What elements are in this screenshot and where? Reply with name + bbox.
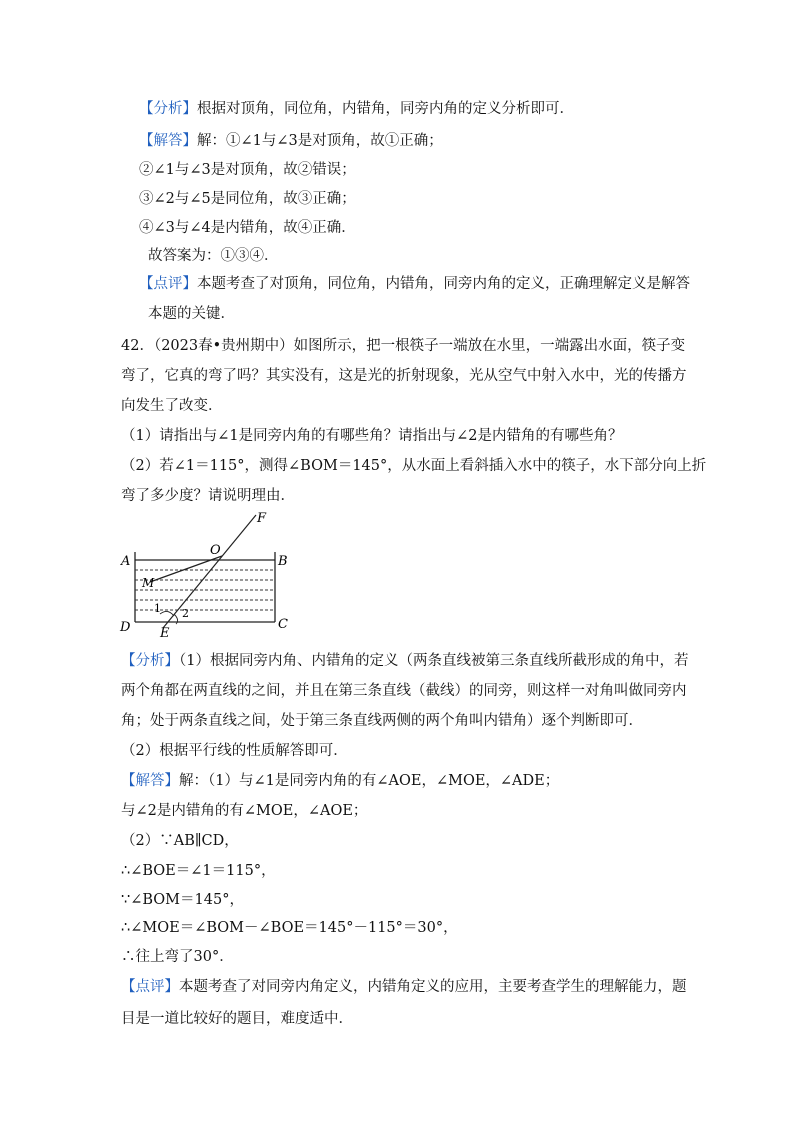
- sol42-analysis-3: 角；处于两条直线之间，处于第三条直线两侧的两个角叫内错角）逐个判断即可．: [121, 713, 643, 729]
- problem-42-line-1: 42．（2023春•贵州期中）如图所示，把一根筷子一端放在水里，一端露出水面，筷子变: [121, 338, 686, 354]
- problem-42-line-3: 向发生了改变．: [121, 398, 223, 414]
- prev-answer: 【解答】解：①∠1与∠3是对顶角，故①正确；: [139, 133, 443, 149]
- prev-comment-cont: 本题的关键．: [148, 306, 235, 322]
- analysis-tag: 【分析】: [121, 653, 179, 669]
- label-d: D: [120, 620, 131, 635]
- angle-1-arc: [160, 611, 174, 616]
- sol42-answer: 【解答】解：（1）与∠1是同旁内角的有∠AOE，∠MOE，∠ADE；: [121, 773, 560, 789]
- sol42-analysis-4: （2）根据平行线的性质解答即可．: [121, 743, 348, 759]
- sol42-comment: 【点评】本题考查了对同旁内角定义，内错角定义的应用，主要考查学生的理解能力，题: [121, 979, 687, 995]
- refraction-figure: [118, 510, 293, 640]
- problem-42-part-2: （2）若∠1＝115°，测得∠BOM＝145°，从水面上看斜插入水中的筷子，水下部分向上折: [121, 458, 707, 474]
- prev-comment: 【点评】本题考查了对顶角，同位角，内错角，同旁内角的定义，正确理解定义是解答: [139, 276, 690, 292]
- prev-analysis: 【分析】根据对顶角，同位角，内错角，同旁内角的定义分析即可．: [139, 101, 574, 117]
- sol42-answer-2: 与∠2是内错角的有∠MOE，∠AOE；: [121, 803, 368, 819]
- label-b: B: [278, 554, 288, 569]
- label-a: A: [121, 554, 131, 569]
- problem-42-part-1: （1）请指出与∠1是同旁内角的有哪些角？请指出与∠2是内错角的有哪些角？: [121, 428, 623, 444]
- sol42-answer-5: ∵∠BOM＝145°，: [121, 892, 244, 908]
- prev-step-2: ②∠1与∠3是对顶角，故②错误；: [139, 162, 356, 178]
- chopstick-line-ef: [163, 515, 256, 628]
- prev-final-answer: 故答案为：①③④．: [148, 248, 279, 264]
- sol42-analysis-2: 两个角都在两直线的之间，并且在第三条直线（截线）的同旁，则这样一对角叫做同旁内: [121, 683, 687, 699]
- comment-tag: 【点评】: [121, 979, 179, 995]
- problem-42-part-2-cont: 弯了多少度？请说明理由．: [121, 488, 295, 504]
- prev-step-3: ③∠2与∠5是同位角，故③正确；: [139, 191, 356, 207]
- answer-tag: 【解答】: [139, 133, 197, 149]
- sol42-answer-6: ∴∠MOE＝∠BOM－∠BOE＝145°－115°＝30°，: [121, 920, 458, 936]
- label-angle-2: 2: [182, 607, 189, 620]
- problem-42-line-2: 弯了，它真的弯了吗？其实没有，这是光的折射现象，光从空气中射入水中，光的传播方: [121, 368, 687, 384]
- sol42-answer-4: ∴∠BOE＝∠1＝115°，: [121, 863, 276, 879]
- label-f: F: [257, 511, 267, 526]
- label-e: E: [160, 626, 170, 640]
- label-c: C: [278, 617, 288, 632]
- problem-number: 42．: [121, 338, 154, 354]
- figure-svg: [118, 510, 293, 640]
- label-m: M: [142, 576, 155, 590]
- sol42-comment-2: 目是一道比较好的题目，难度适中．: [121, 1011, 353, 1027]
- answer-tag: 【解答】: [121, 773, 179, 789]
- label-o: O: [210, 543, 221, 558]
- sol42-answer-7: ∴往上弯了30°．: [121, 949, 234, 965]
- sol42-answer-3: （2）∵AB∥CD，: [121, 833, 239, 849]
- analysis-tag: 【分析】: [139, 101, 197, 117]
- label-angle-1: 1: [154, 602, 161, 615]
- prev-step-4: ④∠3与∠4是内错角，故④正确．: [139, 220, 356, 236]
- sol42-analysis: 【分析】（1）根据同旁内角、内错角的定义（两条直线被第三条直线所截形成的角中，若: [121, 653, 689, 669]
- comment-tag: 【点评】: [139, 276, 197, 292]
